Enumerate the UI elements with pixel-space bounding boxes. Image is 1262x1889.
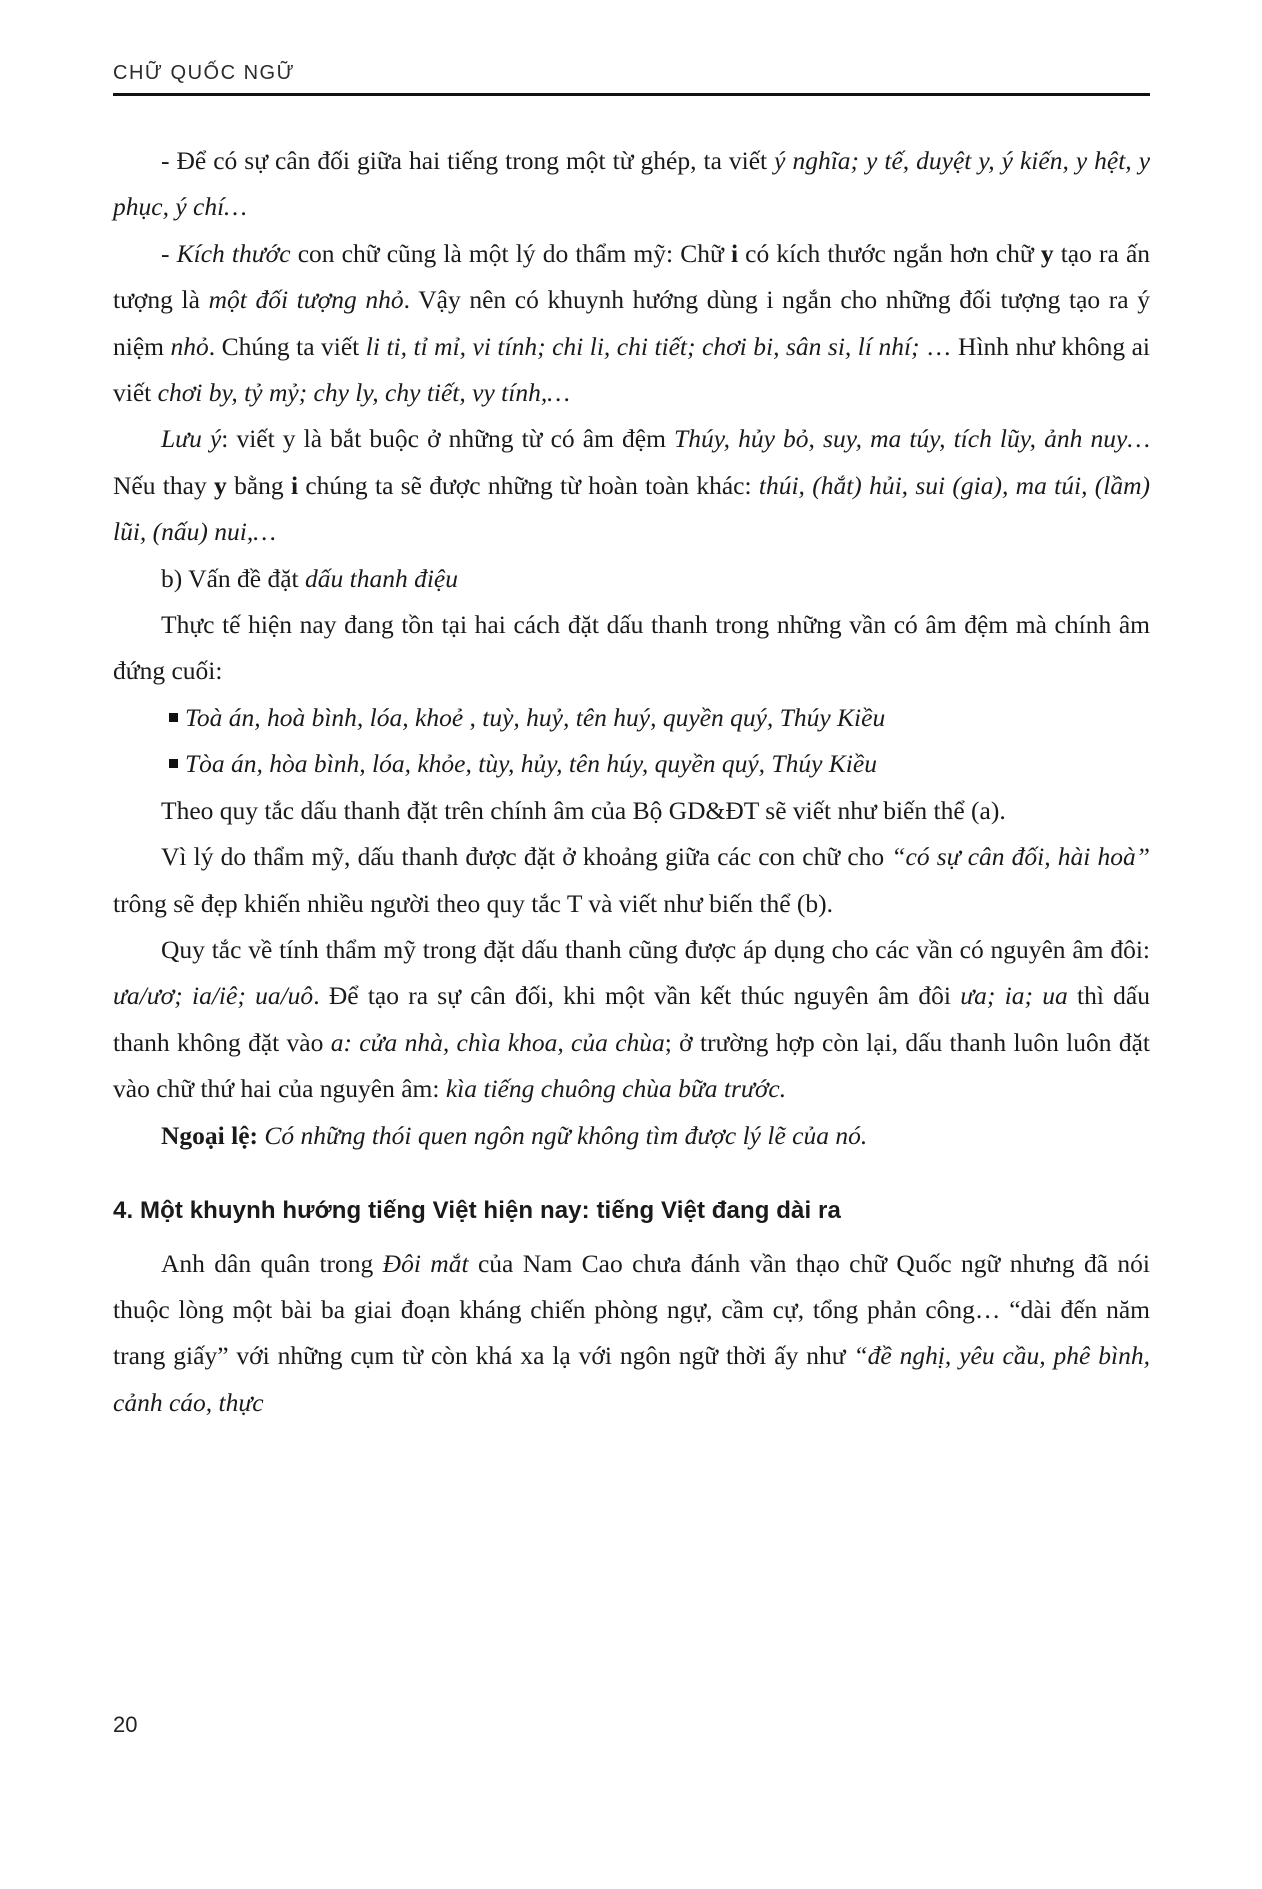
p2-bold-2: y [1040, 238, 1054, 268]
paragraph-1 [113, 138, 1150, 231]
p2-text-b: có kích thước ngắn hơn chữ [738, 238, 1041, 268]
paragraph-3 [113, 416, 1150, 555]
paragraph-10 [113, 1241, 1150, 1427]
p9-bold: Ngoại lệ: [161, 1120, 259, 1150]
square-bullet-icon [169, 759, 178, 768]
p7-italic: “có sự cân đối, hài hoà” [891, 842, 1150, 872]
p10-text-a: Anh dân quân trong [161, 1248, 383, 1278]
p3-italic-3: thúi, (hắt) hủi, sui (gia), ma túi, (lầm) lũi, (nấu) nui,… [113, 470, 1150, 547]
paragraph-5: Thực tế hiện nay đang tồn tại hai cách đặt dấu thanh trong những vần có âm đệm mà chính âm đứng cuối: [113, 610, 1150, 686]
p8-text-d: ; ở trường hợp còn lại, dấu thanh luôn luôn đặt vào chữ thứ hai của nguyên âm: [113, 1027, 1150, 1104]
p3-italic-1: Lưu ý [161, 424, 222, 454]
p2-text-d: . Vậy nên có khuynh hướng dùng i ngắn cho những đối tượng tạo ra ý niệm [113, 285, 1150, 361]
page-body [113, 138, 1150, 1426]
header-divider [113, 93, 1150, 96]
p1-text-a: - Để có sự cân đối giữa hai tiếng trong một từ ghép, ta viết [161, 146, 775, 175]
paragraph-4 [113, 556, 1150, 602]
page-header [113, 62, 1150, 96]
p8-text-b: . Để tạo ra sự cân đối, khi một vần kết thúc nguyên âm đôi [313, 981, 961, 1011]
p2-text-a: con chữ cũng là một lý do thẩm mỹ: Chữ [290, 238, 731, 268]
p2-italic-1: - Kích thước [161, 238, 291, 268]
section-heading: 4. Một khuynh hướng tiếng Việt hiện nay: tiếng Việt đang dài ra [113, 1196, 841, 1224]
paragraph-2 [113, 231, 1150, 417]
p4-italic: dấu thanh điệu [305, 563, 458, 593]
page-number: 20 [113, 1712, 138, 1737]
p2-italic-2: một đối tượng nhỏ [208, 285, 404, 315]
bullet-text-1: Toà án, hoà bình, lóa, khoẻ , tuỳ, huỷ, tên huý, quyền quý, Thúy Kiều [185, 702, 886, 732]
p3-bold-1: y [214, 470, 227, 500]
p1-italic: ý nghĩa; y tế, duyệt y, ý kiến, y hệt, y phục, ý chí… [113, 146, 1151, 222]
p2-bold-1: i [730, 238, 739, 268]
p8-italic-1: ưa/ươ; ia/iê; ua/uô [113, 981, 314, 1011]
p3-text-c: bằng [226, 470, 291, 500]
paragraph-9 [113, 1113, 1150, 1159]
list-item [169, 741, 1150, 787]
paragraph-8 [113, 927, 1150, 1113]
square-bullet-icon [169, 713, 178, 722]
paragraph-7 [113, 834, 1150, 927]
p2-italic-4: li ti, tỉ mỉ, vi tính; chi li, chi tiết; chơi bi, sân si, lí nhí; [365, 331, 920, 361]
p10-text-b: của Nam Cao chưa đánh vần thạo chữ Quốc ngữ nhưng đã nói thuộc lòng một bài ba giai đoạn kháng chiến phòng ngự, cầm cự, tổng phản công… “dài đến năm trang giấy” với những cụm từ còn khá xa lạ với ngôn ngữ thời ấy như [113, 1248, 1150, 1371]
p3-italic-2: Thúy, hủy bỏ, suy, ma túy, tích lũy, ảnh nuy… [674, 424, 1150, 454]
p3-text-b: Nếu thay [113, 470, 215, 500]
p3-text-a: : viết y là bắt buộc ở những từ có âm đệm [221, 424, 675, 454]
p2-text-c: tạo ra ấn tượng là [113, 238, 1151, 315]
p7-text-a: Vì lý do thẩm mỹ, dấu thanh được đặt ở khoảng giữa các con chữ cho [161, 842, 892, 872]
paragraph-6: Theo quy tắc dấu thanh đặt trên chính âm của Bộ GD&ĐT sẽ viết như biến thể (a). [161, 795, 1006, 825]
bullet-text-2: Tòa án, hòa bình, lóa, khỏe, tùy, hủy, tên húy, quyền quý, Thúy Kiều [185, 749, 877, 779]
p2-italic-5: chơi by, tỷ mỷ; chy ly, chy tiết, vy tính,… [157, 378, 570, 408]
p9-italic: Có những thói quen ngôn ngữ không tìm được lý lẽ của nó. [258, 1120, 868, 1150]
p8-italic-4: kìa tiếng chuông chùa bữa trước. [445, 1074, 787, 1104]
p10-italic-1: Đôi mắt [382, 1248, 469, 1278]
p8-italic-2: ưa; ia; ua [960, 981, 1068, 1011]
p10-italic-2: “đề nghị, yêu cầu, phê bình, cảnh cáo, thực [113, 1341, 1150, 1417]
p8-text-c: thì dấu thanh không đặt vào [113, 981, 1150, 1057]
p2-text-f: … Hình như không ai viết [113, 331, 1150, 408]
p3-bold-2: i [290, 470, 299, 500]
p3-text-d: chúng ta sẽ được những từ hoàn toàn khác: [298, 470, 759, 500]
p7-text-b: trông sẽ đẹp khiến nhiều người theo quy tắc T và viết như biến thể (b). [113, 888, 834, 918]
p2-italic-3: nhỏ [170, 331, 209, 361]
running-title: CHỮ QUỐC NGỮ [113, 62, 296, 84]
p8-italic-3: a: cửa nhà, chìa khoa, của chùa [330, 1027, 665, 1057]
p2-text-e: . Chúng ta viết [208, 331, 366, 361]
p4-text-a: b) Vấn đề đặt [161, 563, 305, 593]
list-item [169, 695, 1150, 741]
p8-text-a: Quy tắc về tính thẩm mỹ trong đặt dấu thanh cũng được áp dụng cho các vần có nguyên âm đôi: [161, 934, 1150, 964]
